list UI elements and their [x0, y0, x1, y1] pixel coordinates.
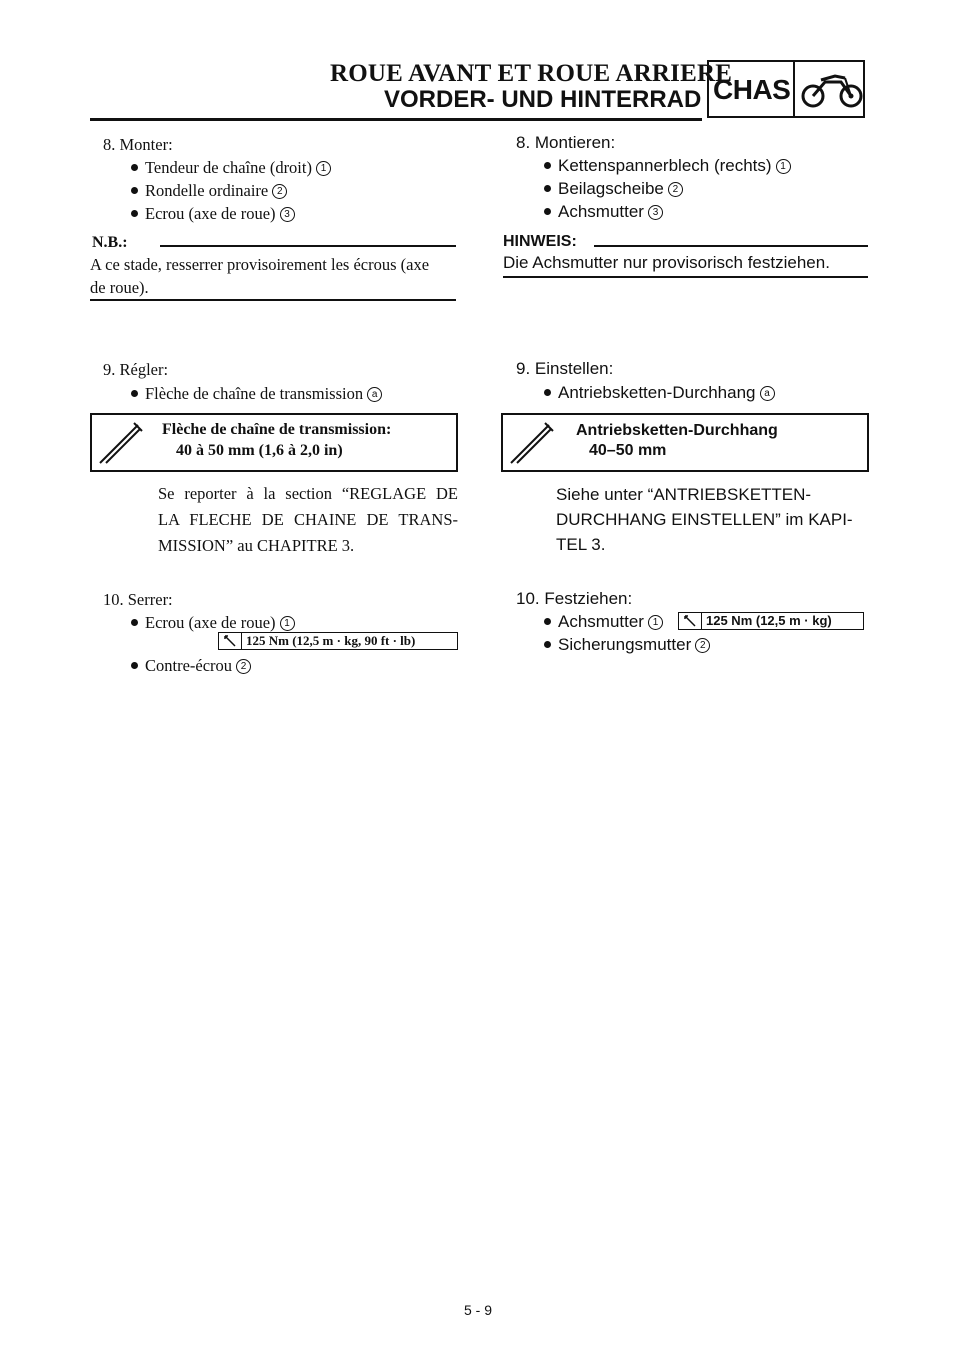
page-title-fr: ROUE AVANT ET ROUE ARRIERE	[330, 60, 733, 87]
caliper-icon	[96, 419, 144, 467]
fr-spec-box	[90, 413, 458, 472]
de-step8-item3: Achsmutter 3	[544, 202, 663, 222]
de-ref-line3: TEL 3.	[556, 535, 606, 554]
fr-step9-item: Flèche de chaîne de transmission a	[131, 384, 382, 404]
de-step9-item: Antriebsketten-Durchhang a	[544, 383, 775, 403]
fr-step10-item2: Contre-écrou 2	[131, 656, 251, 676]
de-torque-value: 125 Nm (12,5 m · kg)	[701, 613, 832, 629]
de-torque-box	[678, 612, 864, 630]
fr-spec-title: Flèche de chaîne de transmission:	[162, 421, 392, 438]
de-step10-item1: Achsmutter 1	[544, 612, 663, 632]
fr-ref-line1: Se reporter à la section “REGLAGE DE	[158, 484, 458, 503]
de-step8-heading: 8. Montieren:	[516, 133, 616, 152]
fr-step10-item1: Ecrou (axe de roue) 1	[131, 613, 295, 633]
de-note-label: HINWEIS:	[503, 233, 577, 250]
page-number: 5 - 9	[464, 1302, 493, 1318]
page-title-de: VORDER- UND HINTERRAD	[384, 86, 702, 113]
section-badge	[707, 60, 865, 118]
de-spec-box	[501, 413, 869, 472]
fr-step10-heading: 10. Serrer:	[103, 590, 173, 609]
fr-step8-item2: Rondelle ordinaire 2	[131, 181, 287, 201]
de-step10-heading: 10. Festziehen:	[516, 589, 633, 608]
de-spec-title: Antriebsketten-Durchhang	[576, 422, 778, 439]
fr-note-line2: de roue).	[90, 278, 149, 297]
de-step10-item2: Sicherungsmutter 2	[544, 635, 710, 655]
fr-step8-item1: Tendeur de chaîne (droit) 1	[131, 158, 331, 178]
header-rule	[90, 118, 702, 121]
de-note-line1: Die Achsmutter nur provisorisch festziehen.	[503, 253, 830, 272]
de-ref-line2: DURCHHANG EINSTELLEN” im KAPI-	[556, 510, 853, 529]
fr-ref-line2: LA FLECHE DE CHAINE DE TRANS-	[158, 510, 458, 529]
fr-ref-line3: MISSION” au CHAPITRE 3.	[158, 536, 355, 555]
fr-note-label: N.B.:	[92, 234, 128, 251]
motorcycle-icon	[801, 70, 863, 110]
de-note-bottom-rule	[503, 276, 868, 278]
fr-spec-value: 40 à 50 mm (1,6 à 2,0 in)	[176, 442, 343, 459]
de-step8-item2: Beilagscheibe 2	[544, 179, 683, 199]
section-code: CHAS	[713, 74, 791, 105]
fr-note-bottom-rule	[90, 299, 456, 301]
fr-step8-heading: 8. Monter:	[103, 135, 173, 154]
torque-wrench-icon	[224, 635, 236, 651]
badge-divider	[793, 62, 795, 116]
de-spec-value: 40–50 mm	[589, 442, 667, 459]
de-note-top-rule	[594, 245, 868, 247]
fr-note-top-rule	[160, 245, 456, 247]
fr-step8-item3: Ecrou (axe de roue) 3	[131, 204, 295, 224]
fr-step9-heading: 9. Régler:	[103, 360, 169, 379]
torque-wrench-icon	[684, 615, 696, 630]
fr-note-line1: A ce stade, resserrer provisoirement les écrous (axe	[90, 255, 430, 274]
fr-torque-value: 125 Nm (12,5 m · kg, 90 ft · lb)	[241, 633, 415, 649]
de-step8-item1: Kettenspannerblech (rechts) 1	[544, 156, 791, 176]
fr-torque-box	[218, 632, 458, 650]
de-step9-heading: 9. Einstellen:	[516, 359, 614, 378]
de-ref-line1: Siehe unter “ANTRIEBSKETTEN-	[556, 485, 812, 504]
caliper-icon	[507, 419, 555, 467]
